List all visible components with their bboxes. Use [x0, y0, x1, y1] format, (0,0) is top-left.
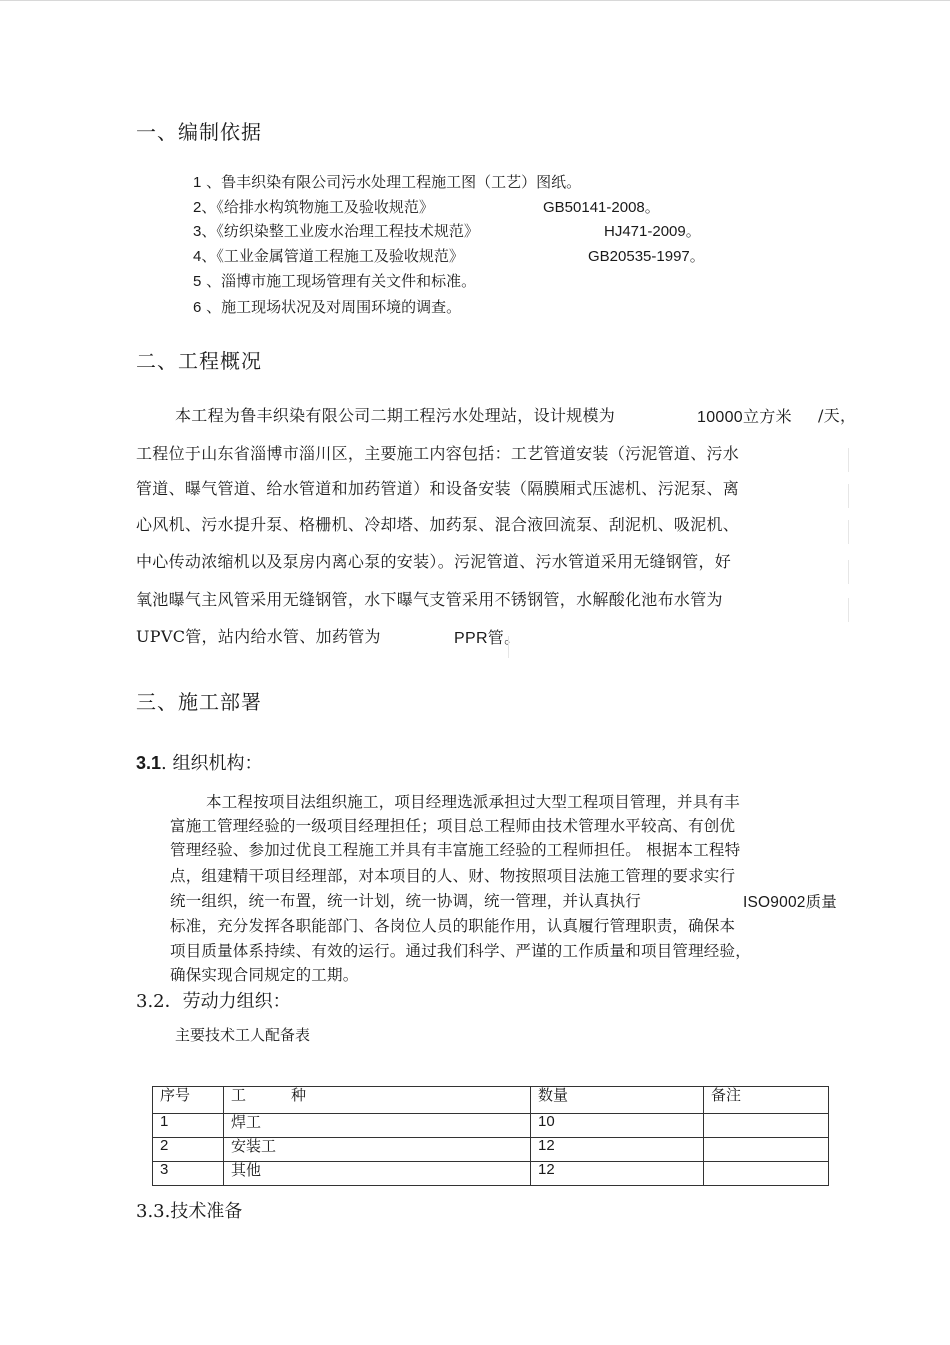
overview-line-2: 工程位于山东省淄博市淄川区，主要施工内容包括：工艺管道安装（污泥管道、污水 [136, 444, 740, 463]
overview-line-4: 心风机、污水提升泵、格栅机、冷却塔、加药泵、混合液回流泵、刮泥机、吸泥机、 [136, 515, 740, 534]
overview-line-7: UPVC管，站内给水管、加药管为 [136, 627, 381, 646]
subsection-3-1-label: . 组织机构： [161, 753, 263, 774]
basis-item-text: 、鲁丰织染有限公司污水处理工程施工图（工艺）图纸。 [206, 173, 582, 191]
basis-item-num: 5 [193, 273, 202, 290]
basis-item-code: HJ471-2009。 [604, 223, 701, 240]
table-cell [704, 1138, 829, 1162]
page-top-border [0, 0, 950, 4]
subsection-3-1-title [136, 749, 262, 775]
table-header-cell: 序号 [153, 1087, 224, 1114]
table-cell: 1 [153, 1114, 224, 1138]
section3-title: 三、施工部署 [136, 690, 262, 714]
basis-item-num: 4 [193, 248, 202, 265]
basis-item-text: 、施工现场状况及对周围环境的调查。 [206, 298, 462, 316]
scan-artifact [508, 636, 509, 658]
org-line-1: 本工程按项目法组织施工，项目经理选派承担过大型工程项目管理，并具有丰 [206, 793, 740, 811]
org-line-2: 富施工管理经验的一级项目经理担任；项目总工程师由技术管理水平较高、有创优 [170, 817, 736, 835]
scan-artifact [848, 448, 849, 472]
subsection-3-2-title: 3.2．劳动力组织： [136, 991, 291, 1012]
subsection-3-3-title: 3.3.技术准备 [136, 1201, 243, 1222]
table-cell: 12 [531, 1138, 704, 1162]
org-line-3: 管理经验、参加过优良工程施工并具有丰富施工经验的工程师担任。 根据本工程特 [170, 841, 741, 859]
scan-artifact [848, 484, 849, 508]
org-line-4: 点，组建精干项目经理部，对本项目的人、财、物按照项目法施工管理的要求实行 [170, 867, 736, 885]
basis-item-num: 2 [193, 199, 202, 216]
org-line-7: 项目质量体系持续、有效的运行。通过我们科学、严谨的工作质量和项目管理经验， [170, 942, 751, 960]
table-cell: 其他 [224, 1162, 531, 1186]
table-header-row [153, 1087, 829, 1114]
overview-line-5: 中心传动浓缩机以及泵房内离心泵的安装）。污泥管道、污水管道采用无缝钢管，好 [136, 552, 732, 571]
table-row [153, 1114, 829, 1138]
table-cell: 10 [531, 1114, 704, 1138]
section2-title: 二、工程概况 [136, 349, 262, 373]
basis-item-num: 1 [193, 174, 202, 191]
overview-line-6: 氧池曝气主风管采用无缝钢管，水下曝气支管采用不锈钢管，水解酸化池布水管为 [136, 590, 723, 609]
basis-item-3 [193, 220, 479, 241]
table-row [153, 1138, 829, 1162]
table-header-cell: 备注 [704, 1087, 829, 1114]
table-cell: 2 [153, 1138, 224, 1162]
section1-title: 一、编制依据 [136, 120, 262, 144]
table-row [153, 1162, 829, 1186]
overview-line-1: 本工程为鲁丰织染有限公司二期工程污水处理站，设计规模为 [175, 406, 616, 425]
scan-artifact [848, 560, 849, 584]
worker-table [152, 1086, 829, 1186]
basis-item-2 [193, 196, 434, 217]
table-caption: 主要技术工人配备表 [175, 1026, 311, 1044]
overview-capacity-unit: /天， [818, 406, 857, 425]
org-line-5: 统一组织，统一布置，统一计划，统一协调，统一管理，并认真执行 [170, 892, 642, 910]
org-line-5-end: ISO9002质量 [743, 894, 837, 911]
basis-item-code: GB50141-2008。 [543, 199, 660, 216]
org-line-6: 标准，充分发挥各职能部门、各岗位人员的职能作用，认真履行管理职责，确保本 [170, 917, 736, 935]
overview-line-7-end: PPR管。 [454, 630, 521, 647]
basis-item-code: GB20535-1997。 [588, 248, 705, 265]
table-cell: 焊工 [224, 1114, 531, 1138]
table-cell: 3 [153, 1162, 224, 1186]
overview-capacity: 10000立方米 [697, 409, 792, 426]
org-line-8: 确保实现合同规定的工期。 [170, 966, 359, 984]
basis-item-num: 6 [193, 299, 202, 316]
table-cell [704, 1114, 829, 1138]
basis-item-text: 、《工业金属管道工程施工及验收规范》 [201, 247, 464, 265]
basis-item-4 [193, 245, 464, 266]
basis-item-6 [193, 296, 461, 317]
overview-line-3: 管道、曝气管道、给水管道和加药管道）和设备安装（隔膜厢式压滤机、污泥泵、离 [136, 479, 740, 498]
table-header-cell: 工 种 [224, 1087, 531, 1114]
table-cell: 12 [531, 1162, 704, 1186]
table-cell [704, 1162, 829, 1186]
basis-item-5 [193, 270, 476, 291]
basis-item-text: 、《给排水构筑物施工及验收规范》 [201, 198, 434, 216]
basis-item-text: 、淄博市施工现场管理有关文件和标准。 [206, 272, 477, 290]
subsection-3-1-num: 3.1 [136, 753, 162, 773]
scan-artifact [848, 598, 849, 622]
table-cell: 安装工 [224, 1138, 531, 1162]
basis-item-1 [193, 171, 581, 192]
basis-item-num: 3 [193, 223, 202, 240]
table-header-cell: 数量 [531, 1087, 704, 1114]
basis-item-text: 、《纺织染整工业废水治理工程技术规范》 [201, 222, 479, 240]
scan-artifact [848, 520, 849, 544]
